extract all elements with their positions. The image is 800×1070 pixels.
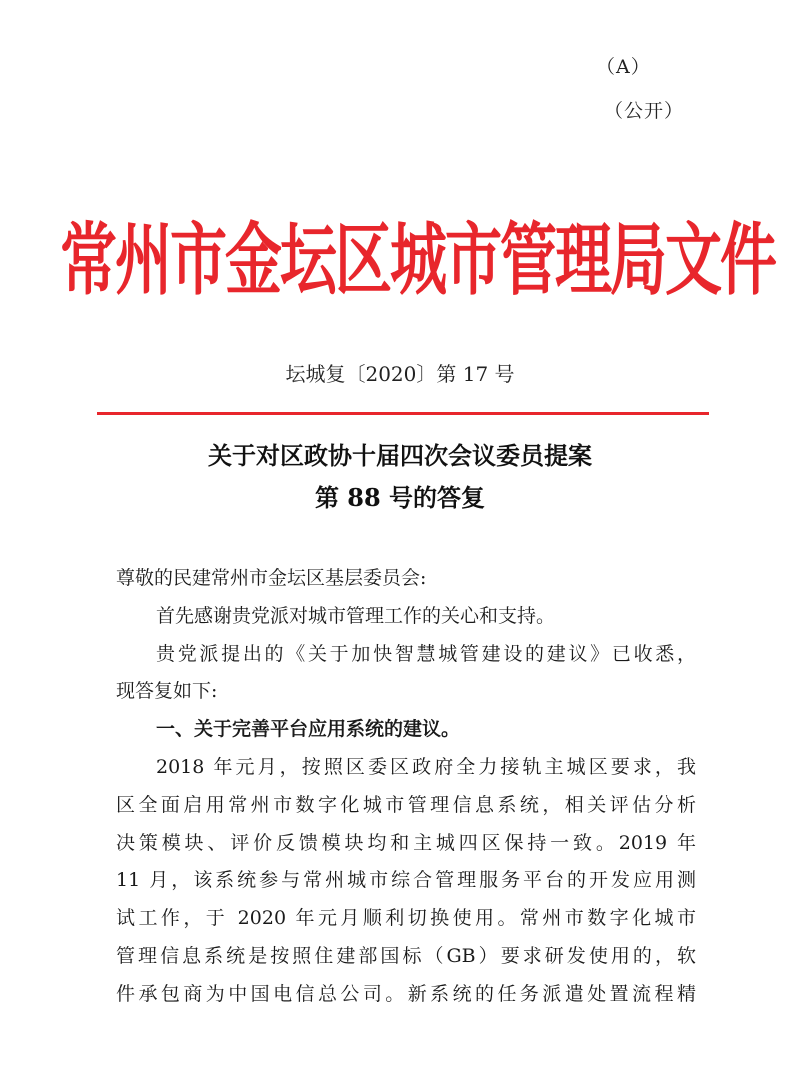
body-line: 区全面启用常州市数字化城市管理信息系统，相关评估分析: [116, 793, 696, 816]
body-line: 贵党派提出的《关于加快智慧城管建设的建议》已收悉，: [156, 642, 696, 665]
document-masthead: 常州市金坛区城市管理局文件: [60, 215, 775, 307]
body-line: 件承包商为中国电信总公司。新系统的任务派遣处置流程精: [116, 982, 696, 1005]
document-title-line-2: 第 88 号的答复: [314, 483, 486, 512]
body-line: 试工作，于 2020 年元月顺利切换使用。常州市数字化城市: [116, 907, 696, 930]
document-title-line-1: 关于对区政协十届四次会议委员提案: [208, 441, 592, 470]
security-grade-label: （A）: [596, 56, 651, 78]
document-number: 坛城复〔2020〕第 17 号: [285, 362, 515, 386]
section-heading: 一、关于完善平台应用系统的建议。: [156, 718, 461, 741]
body-line: 管理信息系统是按照住建部国标（GB）要求研发使用的，软: [116, 944, 696, 967]
body-line: 首先感谢贵党派对城市管理工作的关心和支持。: [156, 604, 556, 627]
body-line: 2018 年元月，按照区委区政府全力接轨主城区要求，我: [156, 755, 696, 778]
body-line: 11 月，该系统参与常州城市综合管理服务平台的开发应用测: [116, 869, 696, 892]
body-line: 现答复如下:: [116, 680, 218, 703]
body-line: 决策模块、评价反馈模块均和主城四区保持一致。2019 年: [116, 831, 696, 854]
document-body: [116, 560, 696, 1014]
salutation: 尊敬的民建常州市金坛区基层委员会:: [116, 567, 427, 589]
red-divider-rule: [97, 412, 709, 415]
disclosure-label: （公开）: [604, 100, 685, 122]
